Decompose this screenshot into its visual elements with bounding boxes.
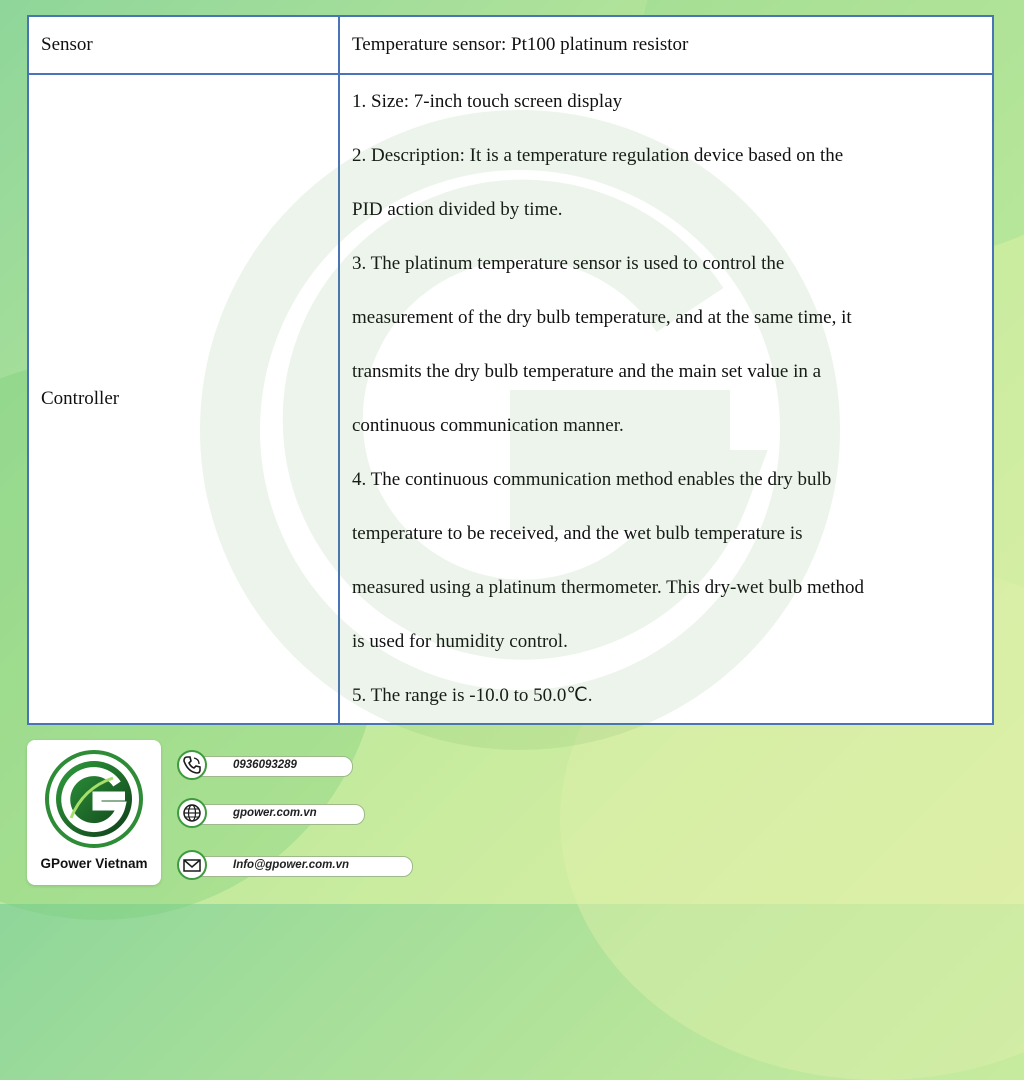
description-line: 1. Size: 7-inch touch screen display — [352, 91, 623, 112]
description-line: 2. Description: It is a temperature regulation device based on the — [352, 145, 844, 166]
description-line: measured using a platinum thermometer. This dry-wet bulb method — [352, 577, 865, 598]
description-line: 5. The range is -10.0 to 50.0℃. — [352, 685, 593, 706]
row-value — [339, 16, 993, 74]
description-line: measurement of the dry bulb temperature, and at the same time, it — [352, 307, 852, 328]
brand-logo-card[interactable] — [27, 740, 161, 885]
watermark-logo-icon — [170, 110, 870, 750]
phone-number: 0936093289 — [233, 759, 297, 771]
row-label: Controller — [28, 74, 339, 724]
description-line: 4. The continuous communication method enables the dry bulb — [352, 469, 832, 490]
description-line: PID action divided by time. — [352, 199, 563, 220]
table-row-sensor — [28, 16, 993, 74]
website-url: gpower.com.vn — [233, 807, 317, 819]
description-line: transmits the dry bulb temperature and the main set value in a — [352, 361, 822, 382]
email-address: Info@gpower.com.vn — [233, 859, 349, 871]
phone-icon — [182, 755, 202, 775]
brand-name: GPower Vietnam — [40, 856, 148, 871]
description-line: is used for humidity control. — [352, 631, 568, 652]
value-line: Temperature sensor: Pt100 platinum resistor — [352, 34, 689, 55]
description-line: 3. The platinum temperature sensor is used to control the — [352, 253, 785, 274]
mail-icon — [182, 855, 202, 875]
globe-icon — [182, 803, 202, 823]
gpower-logo-icon — [43, 748, 145, 850]
row-label: Sensor — [28, 16, 339, 74]
description-line: temperature to be received, and the wet bulb temperature is — [352, 523, 803, 544]
description-line: continuous communication manner. — [352, 415, 624, 436]
